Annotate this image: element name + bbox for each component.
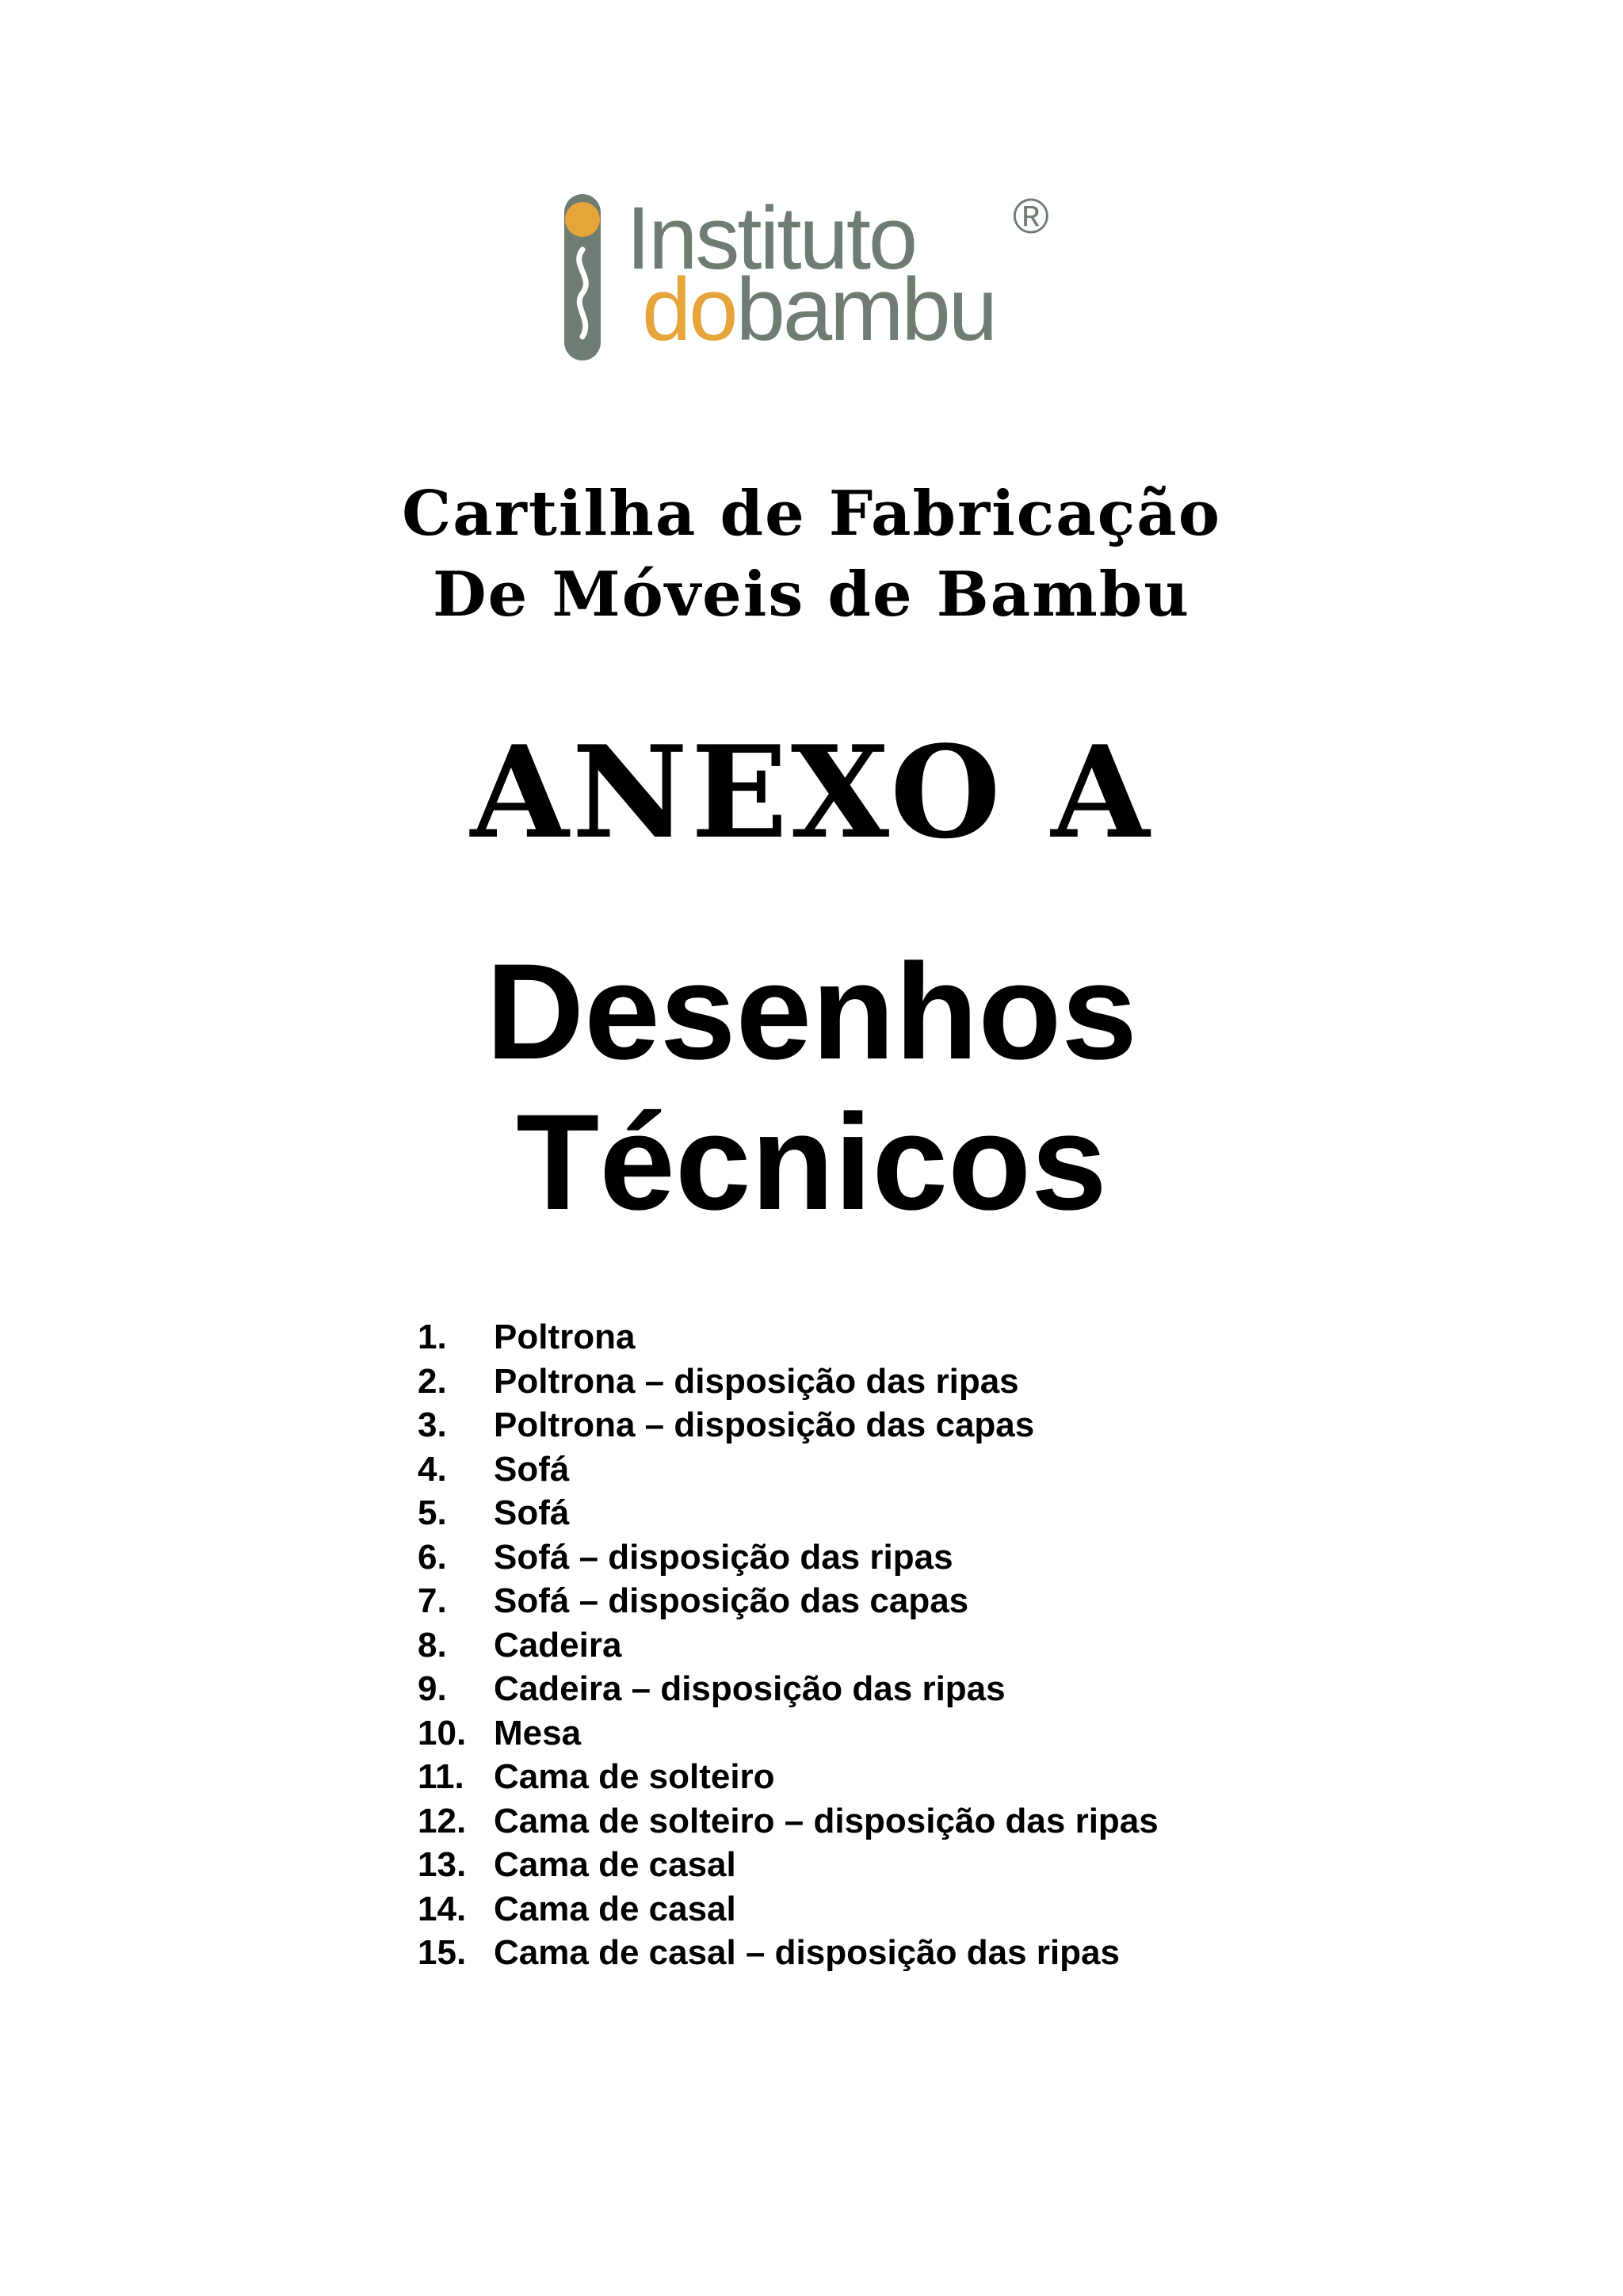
list-item-number: 13. xyxy=(418,1845,467,1884)
list-item-label: Cadeira xyxy=(494,1625,622,1665)
drawings-list xyxy=(418,1315,1606,1975)
list-item-label: Mesa xyxy=(494,1713,582,1753)
list-item xyxy=(418,1667,1606,1711)
list-item xyxy=(418,1535,1606,1580)
subtitle-line-1: Desenhos xyxy=(485,936,1138,1088)
list-item-number: 4. xyxy=(418,1449,447,1489)
list-item-number: 11. xyxy=(418,1757,464,1796)
list-item-label: Cama de solteiro – disposição das ripas xyxy=(494,1801,1159,1840)
list-item-number: 6. xyxy=(418,1537,447,1577)
list-item-number: 8. xyxy=(418,1625,447,1665)
title-line-1: Cartilha de Fabricação xyxy=(402,478,1221,550)
annex-heading: ANEXO A xyxy=(470,718,1153,867)
list-item-number: 14. xyxy=(418,1889,467,1928)
section-subtitle xyxy=(0,936,1623,1238)
list-item xyxy=(418,1579,1606,1623)
list-item-number: 3. xyxy=(418,1405,447,1444)
institute-logo xyxy=(555,178,1078,368)
list-item xyxy=(418,1315,1606,1360)
list-item-label: Cama de casal xyxy=(494,1845,736,1884)
list-item-label: Cama de casal – disposição das ripas xyxy=(494,1933,1120,1972)
list-item xyxy=(418,1711,1606,1756)
list-item xyxy=(418,1755,1606,1799)
list-item-label: Poltrona – disposição das ripas xyxy=(494,1361,1019,1401)
list-item xyxy=(418,1491,1606,1535)
logo-word-instituto: Instituto xyxy=(626,189,916,288)
list-item-label: Sofá – disposição das capas xyxy=(494,1581,969,1620)
list-item-number: 9. xyxy=(418,1669,447,1708)
list-item xyxy=(418,1799,1606,1844)
list-item xyxy=(418,1360,1606,1404)
document-title xyxy=(0,474,1623,635)
list-item-number: 2. xyxy=(418,1361,447,1401)
list-item-label: Cama de casal xyxy=(494,1889,736,1928)
registered-mark-icon: ® xyxy=(1013,189,1049,244)
list-item-number: 12. xyxy=(418,1801,467,1840)
title-line-2: De Móveis de Bambu xyxy=(432,559,1190,631)
list-item xyxy=(418,1931,1606,1975)
list-item-label: Sofá – disposição das ripas xyxy=(494,1537,953,1577)
list-item-number: 5. xyxy=(418,1493,447,1532)
list-item-number: 15. xyxy=(418,1933,467,1972)
list-item xyxy=(418,1447,1606,1492)
list-item-label: Sofá xyxy=(494,1449,570,1489)
logo-word-do: do xyxy=(642,260,736,359)
list-item-label: Cama de solteiro xyxy=(494,1757,775,1796)
list-item xyxy=(418,1887,1606,1932)
logo-word-bambu: bambu xyxy=(735,260,996,359)
list-item xyxy=(418,1843,1606,1887)
subtitle-line-2: Técnicos xyxy=(516,1086,1107,1238)
list-item-label: Cadeira – disposição das ripas xyxy=(494,1669,1006,1708)
list-item-number: 1. xyxy=(418,1318,447,1356)
list-item-label: Poltrona xyxy=(494,1318,636,1356)
list-item xyxy=(418,1403,1606,1447)
list-item-label: Sofá xyxy=(494,1493,570,1532)
logo-word-dobambu xyxy=(642,260,996,359)
list-item-label: Poltrona – disposição das capas xyxy=(494,1405,1035,1444)
list-item xyxy=(418,1623,1606,1668)
list-item-number: 10. xyxy=(418,1713,467,1753)
list-item-number: 7. xyxy=(418,1581,447,1620)
bamboo-logo-icon xyxy=(555,186,618,368)
